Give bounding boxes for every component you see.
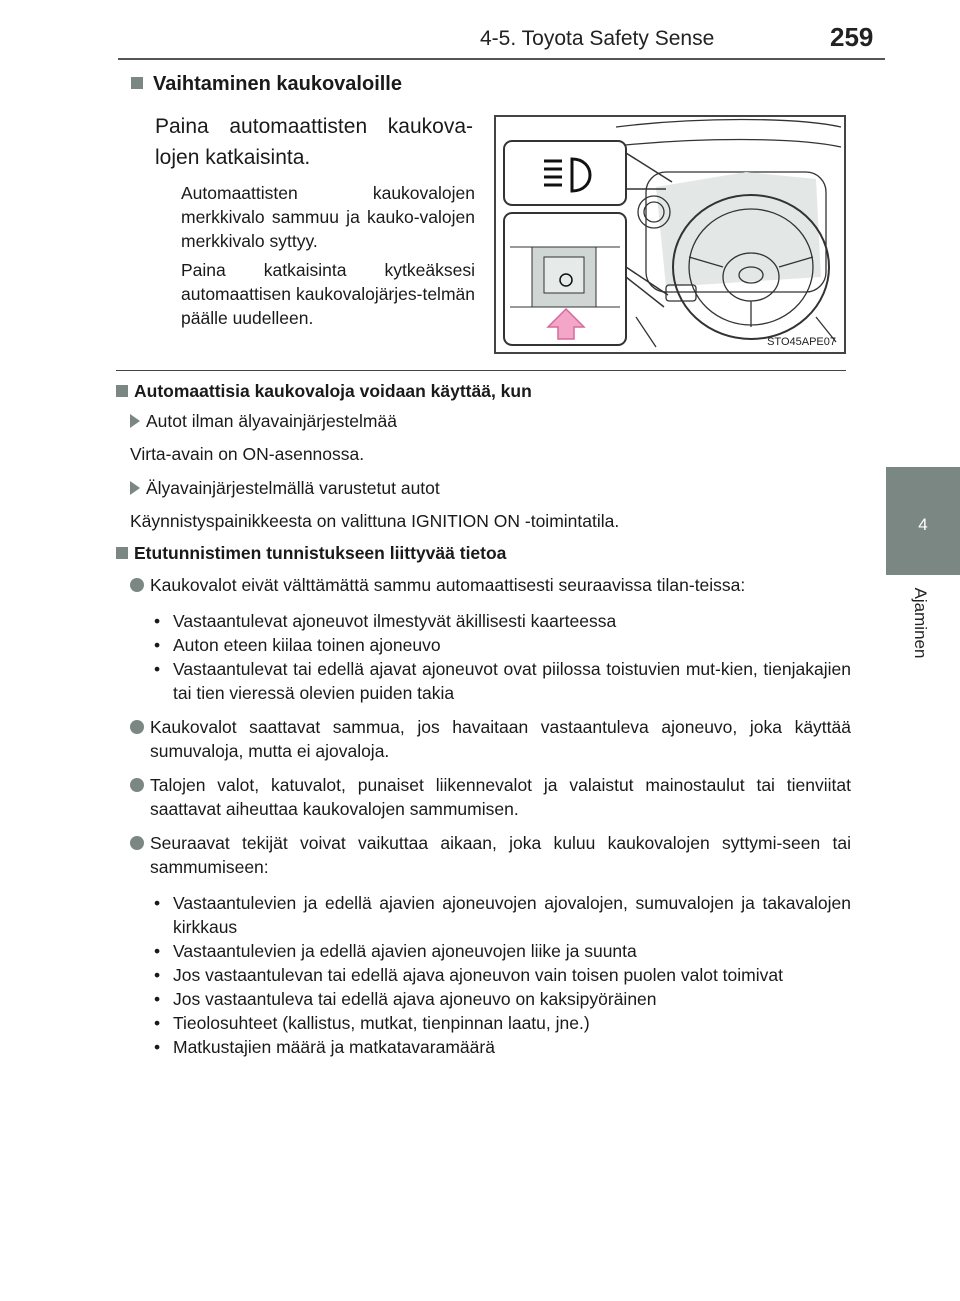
list-item: • Jos vastaantulevan tai edellä ajava ajoneuvon vain toisen puolen valot toimivat	[150, 963, 851, 987]
info-heading-text: Etutunnistimen tunnistukseen liittyvää tietoa	[134, 543, 507, 563]
info-body	[116, 379, 851, 1059]
list-item: • Vastaantulevat tai edellä ajavat ajoneuvot ovat piilossa toistuvien mut-kien, tienjakajien tai tien vieressä olevien puiden takia	[150, 657, 851, 705]
callout-switch-location	[504, 213, 668, 345]
bullet-list	[150, 609, 851, 705]
point-text: Kaukovalot saattavat sammua, jos havaitaan vastaantuleva ajoneuvo, joka käyttää sumuvaloja, mutta ei ajovaloja.	[150, 717, 851, 761]
dashboard-drawing	[496, 117, 844, 352]
list-item: • Vastaantulevat ajoneuvot ilmestyvät äkillisesti kaarteessa	[150, 609, 851, 633]
list-item	[130, 476, 851, 500]
circle-bullet-icon	[130, 578, 144, 592]
info-heading-text: Automaattisia kaukovaloja voidaan käyttää, kun	[134, 381, 532, 401]
section-title: 4-5. Toyota Safety Sense	[480, 27, 715, 50]
condition-label: Autot ilman älyavainjärjestelmää	[146, 411, 397, 431]
circle-bullet-icon	[130, 778, 144, 792]
list-item: • Jos vastaantuleva tai edellä ajava ajoneuvo on kaksipyöräinen	[150, 987, 851, 1011]
chapter-tab[interactable]	[886, 467, 960, 575]
figure-caption: STO45APE07	[767, 336, 836, 348]
triangle-bullet-icon	[130, 414, 140, 428]
point-text: Kaukovalot eivät välttämättä sammu automaattisesti seuraavissa tilan-teissa:	[150, 575, 746, 595]
chapter-number: 4	[918, 515, 928, 534]
step-instruction: Paina automaattisten kaukova-lojen katkaisinta.	[155, 115, 473, 169]
circle-bullet-icon	[130, 836, 144, 850]
square-bullet-icon	[116, 547, 128, 559]
list-item: • Auton eteen kiilaa toinen ajoneuvo	[150, 633, 851, 657]
list-item	[130, 409, 851, 433]
chapter-label: Ajaminen	[911, 587, 930, 659]
square-bullet-icon	[131, 77, 143, 89]
list-item	[130, 715, 851, 763]
point-text: Seuraavat tekijät voivat vaikuttaa aikaan, joka kuluu kaukovalojen syttymi-seen tai sammumiseen:	[150, 833, 851, 877]
header-rule	[118, 58, 885, 60]
info-heading	[116, 541, 851, 565]
section-heading	[131, 73, 402, 96]
list-item: • Vastaantulevien ja edellä ajavien ajoneuvojen ajovalojen, sumuvalojen ja takavalojen kirkkaus	[150, 891, 851, 939]
list-item: • Tieolosuhteet (kallistus, mutkat, tienpinnan laatu, jne.)	[150, 1011, 851, 1035]
condition-text: Virta-avain on ON-asennossa.	[130, 444, 365, 464]
step-note: Automaattisten kaukovalojen merkkivalo sammuu ja kauko-valojen merkkivalo syttyy.	[181, 183, 475, 251]
list-item	[130, 831, 851, 879]
list-item: • Vastaantulevien ja edellä ajavien ajoneuvojen liike ja suunta	[150, 939, 851, 963]
point-text: Talojen valot, katuvalot, punaiset liikennevalot ja valaistut mainostaulut tai tienviitat saattavat aiheuttaa kaukovalojen sammumisen.	[150, 775, 851, 819]
condition-text: Käynnistyspainikkeesta on valittuna IGNITION ON -toimintatila.	[130, 511, 620, 531]
triangle-bullet-icon	[130, 481, 140, 495]
square-bullet-icon	[116, 385, 128, 397]
condition-label: Älyavainjärjestelmällä varustetut autot	[146, 478, 440, 498]
step-note: Paina katkaisinta kytkeäksesi automaattisen kaukovalojärjes-telmän päälle uudelleen.	[181, 260, 475, 328]
page-header	[0, 0, 960, 62]
section-heading-text: Vaihtaminen kaukovaloille	[153, 73, 402, 95]
list-item	[130, 573, 851, 597]
page-number: 259	[830, 22, 874, 52]
bullet-list	[150, 891, 851, 1059]
dashboard-illustration	[494, 115, 846, 354]
circle-bullet-icon	[130, 720, 144, 734]
info-heading	[116, 379, 851, 403]
callout-switch-icon	[504, 141, 672, 205]
section-divider	[116, 370, 846, 371]
list-item: • Matkustajien määrä ja matkatavaramäärä	[150, 1035, 851, 1059]
list-item	[130, 773, 851, 821]
